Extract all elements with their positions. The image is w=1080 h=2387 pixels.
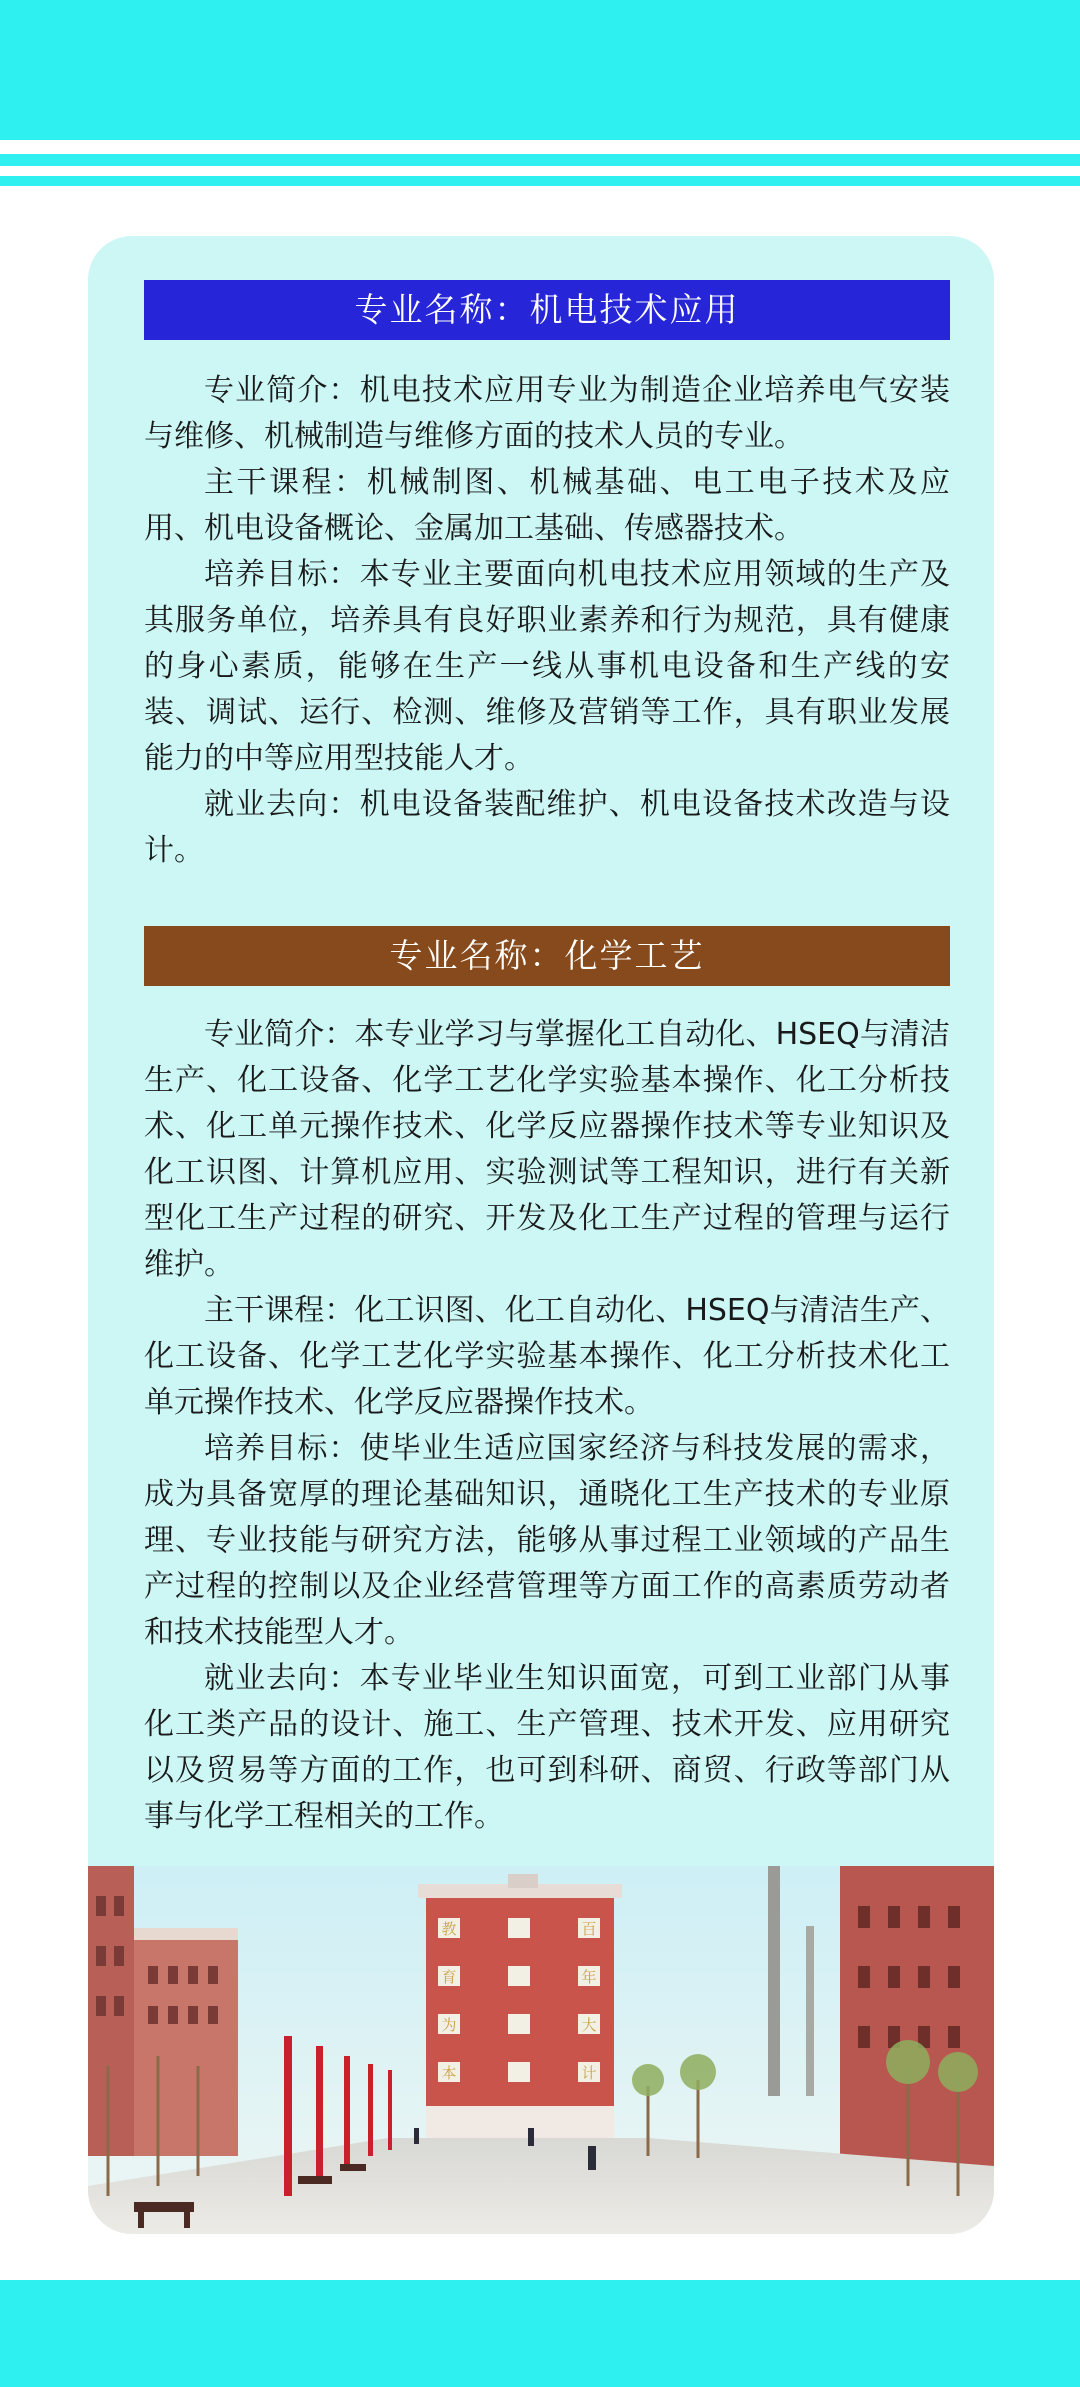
- content-card: [88, 236, 994, 2234]
- motto-char-2: 百: [581, 1920, 597, 1938]
- top-stripe-white-1: [0, 140, 1080, 154]
- section2-employment: 就业去向：本专业毕业生知识面宽，可到工业部门从事化工类产品的设计、施工、生产管理、技术开发、应用研究以及贸易等方面的工作，也可到科研、商贸、行政等部门从事与化学工程相关的工作。: [144, 1661, 950, 1834]
- section2-header: 专业名称：化学工艺: [144, 926, 950, 986]
- motto-char-3: 育: [441, 1968, 457, 1986]
- top-stripe-cyan-1: [0, 154, 1080, 166]
- section1-body: [144, 368, 950, 874]
- top-stripe-white-2: [0, 166, 1080, 176]
- section1-header: 专业名称：机电技术应用: [144, 280, 950, 340]
- motto-char-4: 年: [581, 1968, 597, 1986]
- section1-courses: 主干课程：机械制图、机械基础、电工电子技术及应用、机电设备概论、金属加工基础、传感器技术。: [144, 465, 950, 546]
- section1-goals: 培养目标：本专业主要面向机电技术应用领域的生产及其服务单位，培养具有良好职业素养和行为规范，具有健康的身心素质，能够在生产一线从事机电设备和生产线的安装、调试、运行、检测、维修及营销等工作，具有职业发展能力的中等应用型技能人才。: [144, 557, 950, 776]
- section2-body: [144, 1012, 950, 1840]
- section2-courses: 主干课程：化工识图、化工自动化、HSEQ与清洁生产、化工设备、化学工艺化学实验基本操作、化工分析技术化工单元操作技术、化学反应器操作技术。: [144, 1293, 950, 1420]
- motto-char-1: 教: [441, 1920, 457, 1938]
- campus-photo: [88, 1866, 994, 2234]
- top-cyan-band: [0, 0, 1080, 140]
- motto-char-5: 为: [441, 2016, 457, 2034]
- motto-char-8: 计: [581, 2064, 597, 2082]
- left-building-near: [88, 1866, 134, 2156]
- section1-employment: 就业去向：机电设备装配维护、机电设备技术改造与设计。: [144, 787, 950, 868]
- section2-intro: 专业简介：本专业学习与掌握化工自动化、HSEQ与清洁生产、化工设备、化学工艺化学实验基本操作、化工分析技术、化工单元操作技术、化学反应器操作技术等专业知识及化工识图、计算机应用、实验测试等工程知识，进行有关新型化工生产过程的研究、开发及化工生产过程的管理与运行维护。: [144, 1017, 950, 1282]
- motto-char-6: 大: [581, 2016, 597, 2034]
- bottom-cyan-band: [0, 2280, 1080, 2387]
- section2-goals: 培养目标：使毕业生适应国家经济与科技发展的需求，成为具备宽厚的理论基础知识，通晓化工生产技术的专业原理、专业技能与研究方法，能够从事过程工业领域的产品生产过程的控制以及企业经营管理等方面工作的高素质劳动者和技术技能型人才。: [144, 1431, 950, 1650]
- section1-intro: 专业简介：机电技术应用专业为制造企业培养电气安装与维修、机械制造与维修方面的技术人员的专业。: [144, 373, 950, 454]
- motto-char-7: 本: [441, 2064, 457, 2082]
- top-stripe-cyan-2: [0, 176, 1080, 186]
